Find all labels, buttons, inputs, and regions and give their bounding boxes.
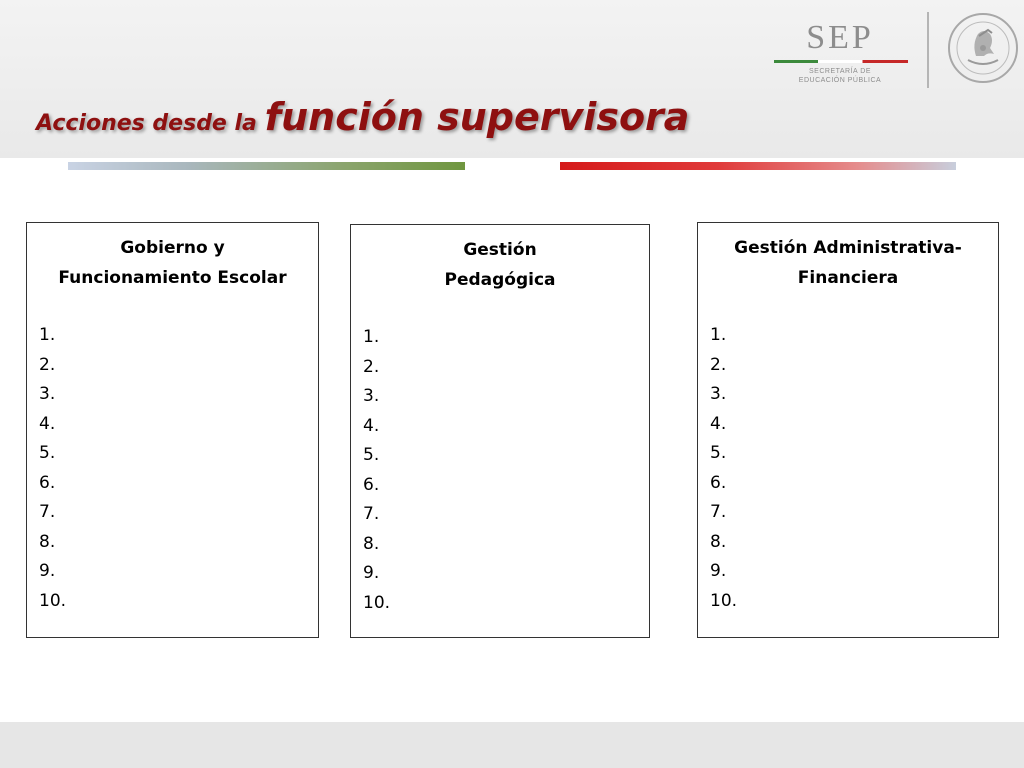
- box-title-line2: Pedagógica: [444, 270, 556, 290]
- box-pedagogica: [350, 224, 650, 638]
- list-item: 3.: [39, 384, 56, 404]
- logo-divider: [927, 12, 929, 88]
- box-title-line1: Gestión: [463, 240, 537, 260]
- list-item: 10.: [363, 592, 391, 613]
- list-item: 2.: [363, 356, 380, 377]
- list-item: 5.: [710, 443, 727, 463]
- list-item: 3.: [710, 384, 727, 404]
- list-item: 9.: [363, 563, 380, 583]
- list-item: 5.: [39, 443, 56, 463]
- list-item: 3.: [363, 386, 380, 406]
- list-item: 10.: [710, 590, 738, 611]
- list-item: 10.: [39, 590, 67, 611]
- accent-bar-left: [68, 162, 465, 170]
- list-item: 4.: [710, 413, 727, 434]
- list-item: 7.: [363, 504, 380, 524]
- list-item: 4.: [363, 415, 380, 436]
- box-title: [359, 235, 641, 295]
- box-title: [35, 233, 310, 293]
- numbered-list: [27, 321, 318, 616]
- list-item: 6.: [710, 472, 727, 493]
- accent-bar-right: [560, 162, 956, 170]
- slide-title-prefix: Acciones desde la: [36, 111, 265, 136]
- box-title-line2: Financiera: [797, 268, 899, 288]
- list-item: 1.: [39, 325, 56, 345]
- list-item: 8.: [39, 531, 56, 552]
- numbered-list: [698, 321, 998, 616]
- box-administrativa: [697, 222, 999, 638]
- box-title: [706, 233, 990, 293]
- list-item: 9.: [39, 561, 56, 581]
- sep-logo-stripe: [774, 60, 908, 63]
- list-item: 1.: [363, 327, 380, 347]
- list-item: 5.: [363, 445, 380, 465]
- list-item: 6.: [39, 472, 56, 493]
- sep-logo: [770, 18, 920, 90]
- list-item: 1.: [710, 325, 727, 345]
- list-item: 7.: [710, 502, 727, 522]
- box-gobierno: [26, 222, 319, 638]
- list-item: 2.: [39, 354, 56, 375]
- coat-of-arms-icon: [946, 8, 1020, 88]
- list-item: 8.: [363, 533, 380, 554]
- numbered-list: [351, 323, 649, 618]
- box-title-line1: Gobierno y: [120, 238, 225, 258]
- list-item: 8.: [710, 531, 727, 552]
- list-item: 2.: [710, 354, 727, 375]
- list-item: 7.: [39, 502, 56, 522]
- sep-logo-text: SEP: [806, 19, 874, 56]
- list-item: 9.: [710, 561, 727, 581]
- sep-logo-subtitle-line1: SECRETARÍA DE: [809, 68, 871, 75]
- sep-logo-subtitle: [770, 67, 910, 85]
- footer-band: [0, 722, 1024, 768]
- sep-logo-subtitle-line2: EDUCACIÓN PÚBLICA: [798, 77, 882, 84]
- slide-title-main: función supervisora: [264, 95, 690, 139]
- list-item: 4.: [39, 413, 56, 434]
- slide-title: [36, 95, 690, 139]
- box-title-line2: Funcionamiento Escolar: [58, 268, 287, 288]
- box-title-line1: Gestión Administrativa-: [734, 238, 962, 258]
- list-item: 6.: [363, 474, 380, 495]
